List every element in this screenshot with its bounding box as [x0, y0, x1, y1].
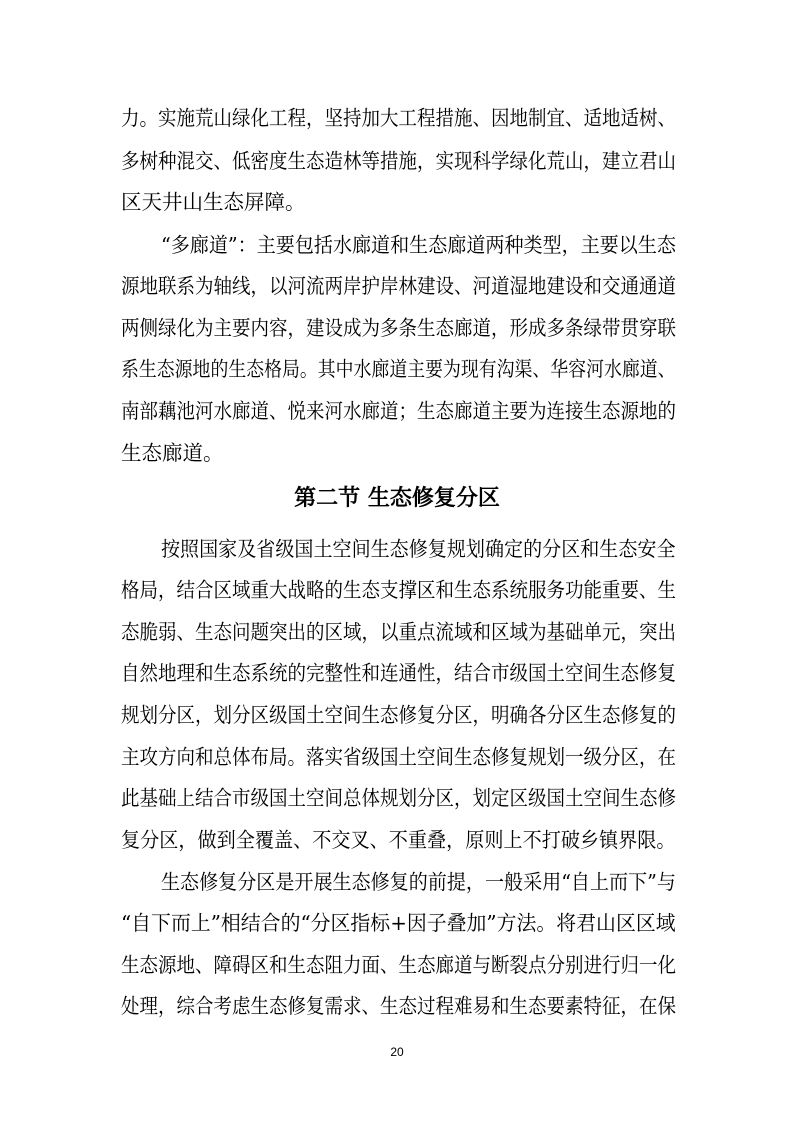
- body-line: 生态源地、障碍区和生态阻力面、生态廊道与断裂点分别进行归一化: [121, 953, 676, 977]
- section-heading: 第二节 生态修复分区: [294, 486, 500, 511]
- body-line: 主攻方向和总体布局。落实省级国土空间生态修复规划一级分区，在: [121, 745, 676, 769]
- paragraph-first-line: “多廊道”：主要包括水廊道和生态廊道两种类型，主要以生态: [161, 233, 676, 257]
- body-line: 规划分区，划分区级国土空间生态修复分区，明确各分区生态修复的: [121, 703, 676, 727]
- body-line: 复分区，做到全覆盖、不交叉、不重叠，原则上不打破乡镇界限。: [121, 828, 676, 852]
- paragraph-first-line: 生态修复分区是开展生态修复的前提，一般采用“自上而下”与: [161, 870, 676, 894]
- body-line: 系生态源地的生态格局。其中水廊道主要为现有沟渠、华容河水廊道、: [121, 357, 676, 381]
- body-line: 生态廊道。: [121, 441, 224, 465]
- body-line: 南部藕池河水廊道、悦来河水廊道；生态廊道主要为连接生态源地的: [121, 399, 676, 423]
- body-line: 格局，结合区域重大战略的生态支撑区和生态系统服务功能重要、生: [121, 578, 676, 602]
- body-line: 态脆弱、生态问题突出的区域，以重点流域和区域为基础单元，突出: [121, 620, 676, 644]
- body-line: 处理，综合考虑生态修复需求、生态过程难易和生态要素特征，在保: [121, 994, 676, 1018]
- paragraph-first-line: 按照国家及省级国土空间生态修复规划确定的分区和生态安全: [161, 537, 676, 561]
- body-line: 此基础上结合市级国土空间总体规划分区，划定区级国土空间生态修: [121, 786, 676, 810]
- body-line: 源地联系为轴线，以河流两岸护岸林建设、河道湿地建设和交通通道: [121, 274, 676, 298]
- body-line: 区天井山生态屏障。: [121, 190, 306, 214]
- body-line: 自然地理和生态系统的完整性和连通性，结合市级国土空间生态修复: [121, 661, 676, 685]
- body-line: 多树种混交、低密度生态造林等措施，实现科学绿化荒山，建立君山: [121, 149, 676, 173]
- body-line: 力。实施荒山绿化工程，坚持加大工程措施、因地制宜、适地适树、: [121, 106, 676, 130]
- page-number: 20: [390, 1045, 404, 1059]
- body-line: 两侧绿化为主要内容，建设成为多条生态廊道，形成多条绿带贯穿联: [121, 316, 676, 340]
- body-line: “自下而上”相结合的“分区指标+因子叠加”方法。将君山区区域: [121, 911, 676, 935]
